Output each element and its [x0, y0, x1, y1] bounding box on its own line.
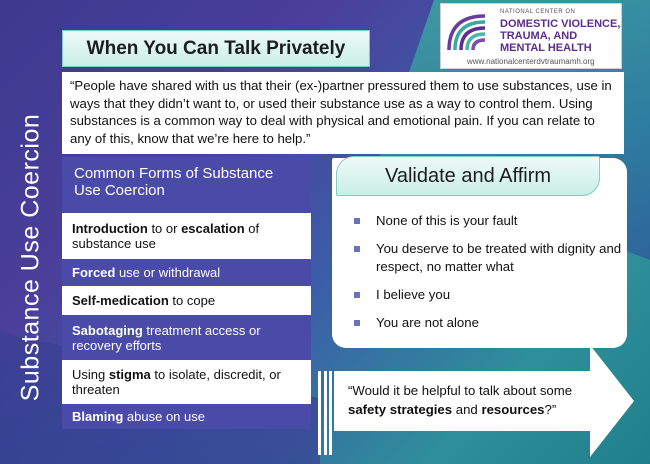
item-bold: Self-medication: [72, 293, 169, 308]
bullet-icon: [354, 292, 360, 298]
list-item: [352, 240, 622, 276]
item-bold: stigma: [108, 367, 151, 382]
item-text: to isolate, discredit, or threaten: [72, 367, 281, 397]
logo-text: NATIONAL CENTER ON: [500, 9, 576, 15]
logo-text: TRAUMA, AND: [500, 30, 578, 42]
arrow-text: “Would it be helpful to talk about some: [348, 383, 573, 398]
logo-text: MENTAL HEALTH: [500, 42, 592, 54]
arrow-bold: safety strategies: [348, 402, 453, 417]
list-item: [62, 286, 311, 315]
logo-url: www.nationalcenterdvtraumamh.org: [467, 57, 595, 66]
page-title-text: When You Can Talk Privately: [86, 37, 346, 59]
item-text: of substance use: [72, 221, 260, 251]
list-item: [62, 259, 311, 286]
item-bold: Blaming: [72, 409, 124, 424]
organization-logo: [440, 3, 622, 69]
item-text: You are not alone: [376, 315, 479, 330]
list-item: [352, 286, 622, 304]
quote-text: “People have shared with us that their (ex-)partner pressured them to use substances, use in ways that they didn’t want to, or used their substance use as a way to control them. Using substances is a common way to deal with physical and emotional pain. If you can relate to any of this, know that we’re here to help.”: [70, 78, 612, 146]
list-item: [62, 213, 311, 259]
validate-list: [352, 212, 622, 342]
arrow-text: ?”: [544, 402, 557, 417]
bullet-icon: [354, 320, 360, 326]
item-text: treatment access or recovery efforts: [72, 322, 261, 353]
list-item: [62, 360, 311, 404]
list-item: [62, 404, 311, 429]
validate-heading: [336, 156, 600, 196]
item-text: I believe you: [376, 287, 451, 302]
common-forms-heading: Common Forms of Substance Use Coercion: [62, 157, 311, 213]
item-text: to or: [147, 221, 182, 236]
item-bold: Forced: [72, 265, 116, 280]
quote-box: [62, 72, 624, 154]
item-text: Using: [72, 367, 109, 382]
arrow-bold: resources: [481, 402, 545, 417]
arrow-tail-icon: [318, 371, 332, 455]
item-text: use or withdrawal: [115, 265, 221, 280]
page-title: [62, 30, 370, 67]
bullet-icon: [354, 246, 360, 252]
item-text: to cope: [168, 293, 216, 308]
list-item: [352, 314, 622, 332]
validate-heading-text: Validate and Affirm: [384, 164, 552, 187]
list-item: [62, 315, 311, 360]
item-bold: escalation: [181, 221, 245, 236]
arrow-text: and: [452, 402, 482, 417]
logo-text: DOMESTIC VIOLENCE,: [500, 18, 621, 30]
bullet-icon: [354, 218, 360, 224]
arrow-question: [348, 381, 598, 419]
side-label: [6, 72, 56, 442]
side-label-text: Substance Use Coercion: [16, 113, 45, 401]
common-forms-panel: [62, 157, 311, 429]
item-text: None of this is your fault: [376, 213, 518, 228]
logo-swirl-icon: [445, 10, 497, 54]
item-bold: Introduction: [72, 221, 148, 236]
item-text: You deserve to be treated with dignity and respect, no matter what: [376, 241, 622, 274]
item-text: abuse on use: [123, 409, 205, 424]
item-bold: Sabotaging: [72, 322, 143, 338]
list-item: [352, 212, 622, 230]
